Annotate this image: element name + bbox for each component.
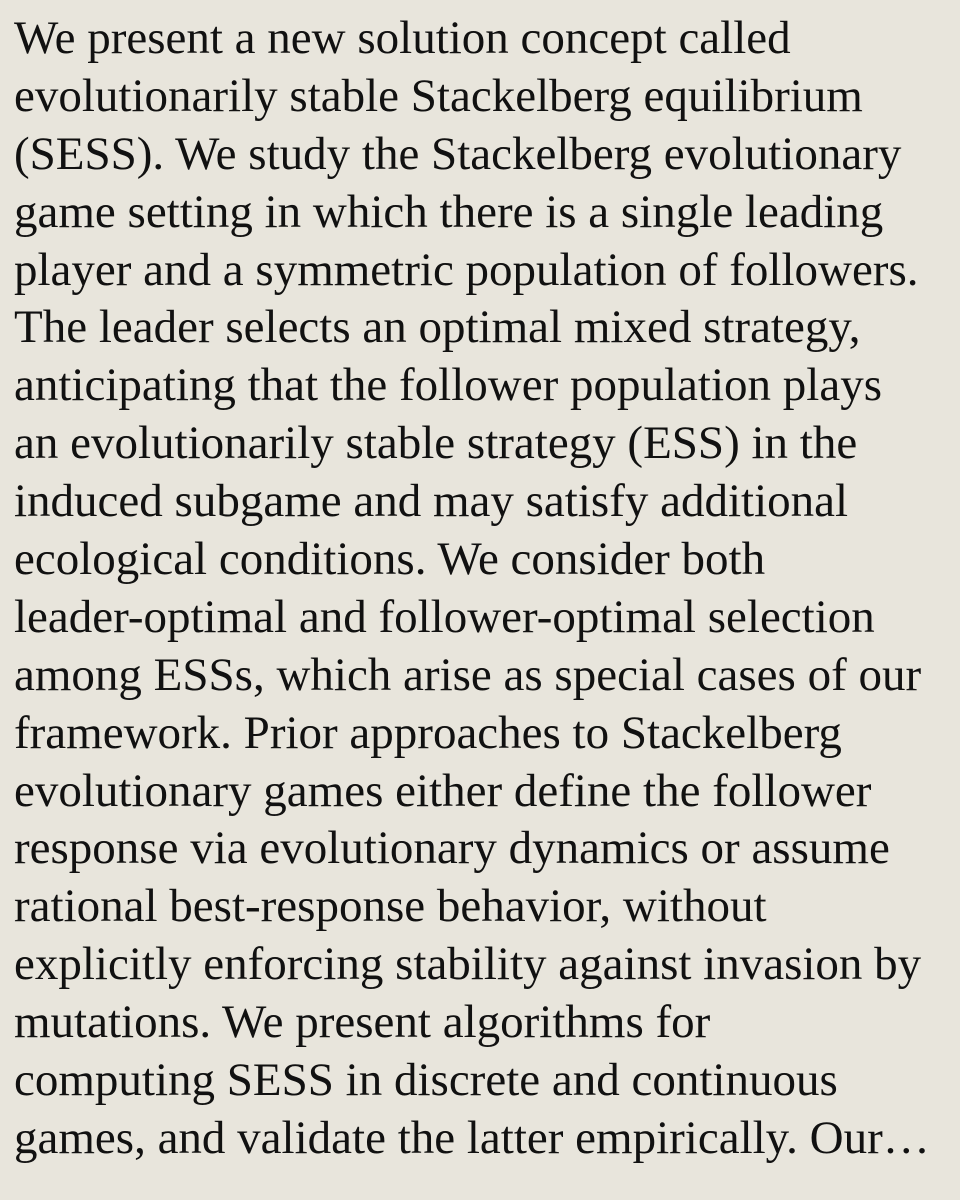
text-line: leader-optimal and follower-optimal selection (14, 590, 875, 643)
text-line: player and a symmetric population of followers. (14, 243, 919, 296)
text-line: an evolutionarily stable strategy (ESS) in the (14, 417, 858, 470)
text-line: We present a new solution concept called (14, 12, 791, 64)
text-line: games, and validate the latter empirically. Our… (14, 1111, 930, 1164)
text-line: evolutionary games either define the follower (14, 764, 872, 817)
text-line: anticipating that the follower population plays (14, 359, 882, 412)
text-line: induced subgame and may satisfy additional (14, 475, 849, 528)
text-line: The leader selects an optimal mixed strategy, (14, 301, 861, 354)
text-line: among ESSs, which arise as special cases of our (14, 648, 922, 701)
text-line: rational best-response behavior, without (14, 880, 767, 933)
text-line: evolutionarily stable Stackelberg equilibrium (14, 69, 863, 122)
abstract-text (14, 10, 946, 1168)
text-line: computing SESS in discrete and continuous (14, 1054, 838, 1107)
text-line: response via evolutionary dynamics or assume (14, 822, 890, 875)
text-line: framework. Prior approaches to Stackelberg (14, 706, 842, 759)
text-line: (SESS). We study the Stackelberg evolutionary (14, 127, 902, 180)
text-line: game setting in which there is a single leading (14, 185, 884, 238)
text-line: ecological conditions. We consider both (14, 533, 766, 586)
text-line: mutations. We present algorithms for (14, 996, 711, 1049)
text-line: explicitly enforcing stability against invasion by (14, 938, 922, 991)
